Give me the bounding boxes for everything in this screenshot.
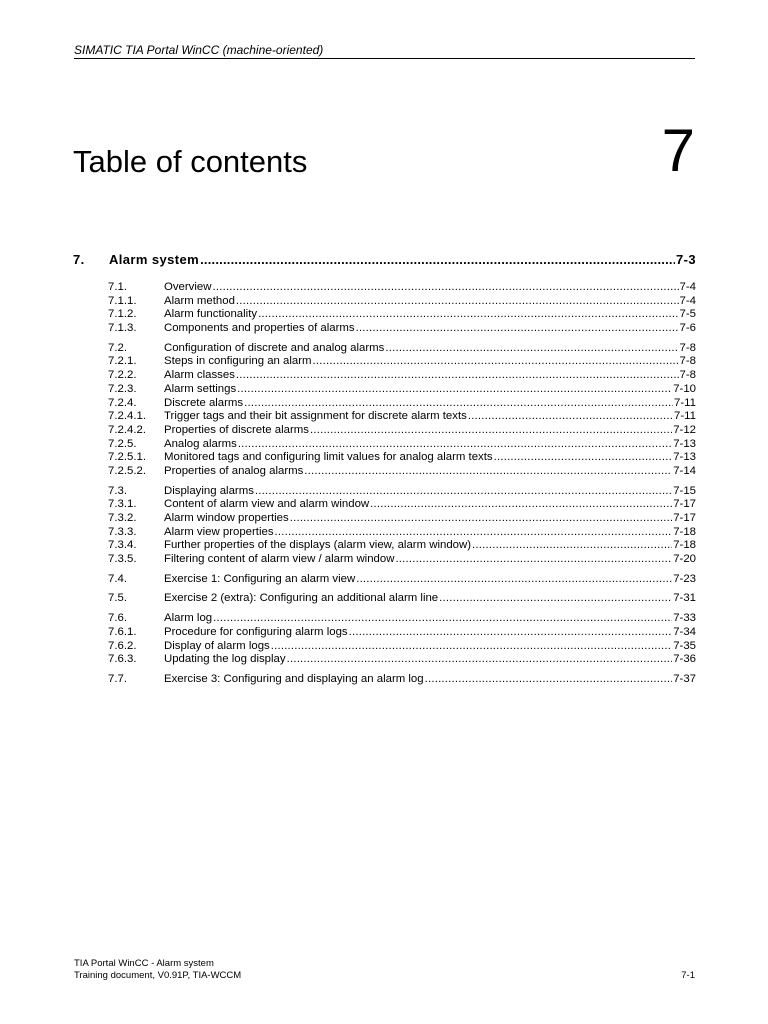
toc-entry-number: 7.2.5.2.	[108, 464, 146, 477]
toc-leader-dots	[237, 383, 672, 396]
toc-entry[interactable]	[73, 626, 696, 640]
toc-chapter-number: 7.	[73, 252, 85, 267]
toc-entry[interactable]	[73, 355, 696, 369]
footer-document-version: Training document, V0.91P, TIA-WCCM	[74, 970, 242, 981]
toc-leader-dots	[255, 485, 672, 498]
toc-entry-page: 7-11	[674, 396, 696, 409]
toc-entry-title: Exercise 1: Configuring an alarm view	[164, 572, 356, 585]
toc-entry-number: 7.4.	[108, 572, 127, 585]
toc-entry[interactable]	[73, 451, 696, 465]
toc-entry-number: 7.6.1.	[108, 625, 137, 638]
toc-entry-title: Updating the log display	[164, 653, 286, 666]
toc-entry-page: 7-12	[673, 423, 696, 436]
toc-entry-number: 7.2.1.	[108, 355, 137, 368]
toc-entry-page: 7-5	[679, 308, 696, 321]
toc-entry[interactable]	[73, 342, 696, 356]
table-of-contents	[73, 252, 696, 687]
toc-entry-page: 7-4	[679, 281, 696, 293]
toc-entry[interactable]	[73, 308, 696, 322]
toc-leader-dots	[472, 539, 672, 552]
toc-chapter-page: 7-3	[676, 252, 696, 267]
toc-leader-dots	[212, 281, 678, 294]
toc-chapter-entry[interactable]	[73, 252, 696, 268]
toc-entry-page: 7-17	[673, 512, 696, 524]
toc-entry-page: 7-13	[673, 451, 696, 464]
toc-entry-number: 7.3.	[108, 484, 127, 497]
toc-entry-title: Alarm method	[164, 294, 235, 307]
toc-entry-number: 7.5.	[108, 592, 127, 605]
toc-leader-dots	[238, 438, 672, 451]
toc-entry-number: 7.3.3.	[108, 525, 137, 538]
toc-entry-page: 7-13	[673, 437, 696, 450]
toc-entry[interactable]	[73, 512, 696, 526]
toc-leader-dots	[244, 397, 673, 410]
toc-entry-number: 7.2.4.2.	[108, 423, 146, 436]
toc-entry-title: Alarm settings	[164, 382, 237, 395]
toc-leader-dots	[310, 424, 672, 437]
toc-entry[interactable]	[73, 281, 696, 295]
toc-leader-dots	[468, 410, 673, 423]
toc-entry-page: 7-18	[673, 539, 696, 552]
toc-leader-dots	[349, 626, 673, 639]
toc-leader-dots	[200, 252, 675, 268]
toc-entry-page: 7-36	[673, 653, 696, 666]
toc-leader-dots	[370, 498, 672, 511]
toc-leader-dots	[236, 295, 679, 308]
toc-entry-page: 7-15	[673, 484, 696, 497]
toc-leader-dots	[258, 308, 678, 321]
toc-entry-title: Discrete alarms	[164, 396, 244, 409]
toc-entry-title: Displaying alarms	[164, 484, 254, 497]
toc-entry-page: 7-31	[673, 592, 696, 605]
toc-entry-page: 7-18	[673, 525, 696, 538]
toc-entry-number: 7.3.4.	[108, 539, 137, 552]
toc-entry[interactable]	[73, 383, 696, 397]
toc-entry-page: 7-20	[673, 553, 696, 566]
toc-leader-dots	[290, 512, 672, 525]
toc-entry[interactable]	[73, 485, 696, 499]
toc-entry[interactable]	[73, 640, 696, 654]
toc-entry-page: 7-37	[673, 672, 696, 685]
toc-entry-page: 7-34	[673, 625, 696, 638]
page-title: Table of contents	[73, 144, 308, 179]
toc-entry-title: Properties of analog alarms	[164, 464, 304, 477]
toc-entry-title: Procedure for configuring alarm logs	[164, 625, 348, 638]
toc-entry[interactable]	[73, 322, 696, 336]
toc-entry[interactable]	[73, 673, 696, 687]
toc-entry-title: Display of alarm logs	[164, 639, 270, 652]
chapter-number: 7	[661, 117, 695, 184]
toc-entry-page: 7-4	[679, 294, 696, 307]
toc-entry-page: 7-17	[673, 498, 696, 511]
toc-entry-number: 7.2.4.	[108, 396, 137, 409]
toc-entry-page: 7-14	[673, 464, 696, 477]
toc-entry[interactable]	[73, 553, 696, 567]
footer-page-number: 7-1	[681, 970, 695, 981]
toc-entry-title: Alarm classes	[164, 369, 235, 382]
toc-entry-title: Alarm view properties	[164, 525, 274, 538]
toc-entry-list	[73, 281, 696, 687]
toc-leader-dots	[271, 640, 672, 653]
toc-entry[interactable]	[73, 526, 696, 540]
toc-entry-title: Alarm log	[164, 612, 213, 625]
toc-entry-number: 7.3.5.	[108, 553, 137, 566]
toc-entry-number: 7.3.2.	[108, 512, 137, 524]
toc-entry-number: 7.7.	[108, 672, 127, 685]
toc-entry[interactable]	[73, 612, 696, 626]
toc-leader-dots	[236, 369, 679, 382]
toc-entry-title: Components and properties of alarms	[164, 322, 355, 335]
toc-leader-dots	[356, 322, 679, 335]
toc-entry-number: 7.2.5.	[108, 437, 137, 450]
toc-entry-title: Trigger tags and their bit assignment for discrete alarm texts	[164, 410, 467, 423]
toc-entry-number: 7.1.2.	[108, 308, 137, 321]
toc-entry-page: 7-8	[679, 355, 696, 368]
toc-leader-dots	[275, 526, 673, 539]
toc-entry[interactable]	[73, 465, 696, 479]
toc-entry-title: Overview	[164, 281, 212, 293]
toc-entry-number: 7.6.2.	[108, 639, 137, 652]
toc-entry[interactable]	[73, 653, 696, 667]
toc-entry-title: Content of alarm view and alarm window	[164, 498, 370, 511]
toc-entry-page: 7-8	[679, 341, 696, 354]
toc-entry-number: 7.1.3.	[108, 322, 137, 335]
toc-entry[interactable]	[73, 539, 696, 553]
toc-leader-dots	[313, 355, 679, 368]
toc-entry-title: Properties of discrete alarms	[164, 423, 309, 436]
toc-entry[interactable]	[73, 295, 696, 309]
toc-leader-dots	[425, 673, 673, 686]
toc-entry[interactable]	[73, 573, 696, 587]
toc-leader-dots	[213, 612, 672, 625]
toc-entry-title: Steps in configuring an alarm	[164, 355, 312, 368]
toc-entry[interactable]	[73, 438, 696, 452]
toc-entry-title: Analog alarms	[164, 437, 237, 450]
toc-entry-page: 7-8	[679, 369, 696, 382]
toc-entry-number: 7.1.1.	[108, 294, 137, 307]
toc-chapter-title: Alarm system	[109, 252, 200, 267]
toc-entry-page: 7-11	[674, 410, 696, 423]
toc-entry-number: 7.3.1.	[108, 498, 137, 511]
toc-entry-number: 7.2.5.1.	[108, 451, 146, 464]
toc-entry[interactable]	[73, 397, 696, 411]
toc-entry-page: 7-6	[679, 322, 696, 335]
footer	[74, 958, 241, 982]
toc-leader-dots	[439, 592, 672, 605]
toc-entry-title: Alarm window properties	[164, 512, 289, 524]
toc-entry-page: 7-23	[673, 572, 696, 585]
toc-leader-dots	[287, 653, 673, 666]
toc-entry[interactable]	[73, 369, 696, 383]
toc-entry[interactable]	[73, 498, 696, 512]
running-header: SIMATIC TIA Portal WinCC (machine-oriented)	[74, 43, 695, 59]
toc-entry-title: Exercise 2 (extra): Configuring an additional alarm line	[164, 592, 439, 605]
toc-leader-dots	[395, 553, 672, 566]
footer-document-title: TIA Portal WinCC - Alarm system	[74, 958, 214, 969]
toc-entry-title: Alarm functionality	[164, 308, 258, 321]
toc-leader-dots	[356, 573, 672, 586]
toc-entry-number: 7.6.	[108, 612, 127, 625]
toc-entry[interactable]	[73, 424, 696, 438]
toc-entry-title: Monitored tags and configuring limit values for analog alarm texts	[164, 451, 493, 464]
toc-entry-title: Configuration of discrete and analog alarms	[164, 341, 385, 354]
toc-entry-title: Filtering content of alarm view / alarm window	[164, 553, 395, 566]
toc-entry-number: 7.2.3.	[108, 382, 137, 395]
toc-entry-title: Exercise 3: Configuring and displaying an alarm log	[164, 672, 424, 685]
toc-entry-number: 7.2.2.	[108, 369, 137, 382]
toc-entry[interactable]	[73, 592, 696, 606]
toc-entry-number: 7.2.4.1.	[108, 410, 146, 423]
toc-leader-dots	[304, 465, 672, 478]
toc-entry-page: 7-10	[673, 382, 696, 395]
toc-entry-page: 7-33	[673, 612, 696, 625]
toc-entry-number: 7.2.	[108, 341, 127, 354]
toc-leader-dots	[494, 451, 673, 464]
toc-entry-page: 7-35	[673, 639, 696, 652]
toc-leader-dots	[385, 342, 678, 355]
toc-entry-number: 7.6.3.	[108, 653, 137, 666]
toc-entry-title: Further properties of the displays (alarm view, alarm window)	[164, 539, 472, 552]
toc-entry-number: 7.1.	[108, 281, 127, 293]
toc-entry[interactable]	[73, 410, 696, 424]
